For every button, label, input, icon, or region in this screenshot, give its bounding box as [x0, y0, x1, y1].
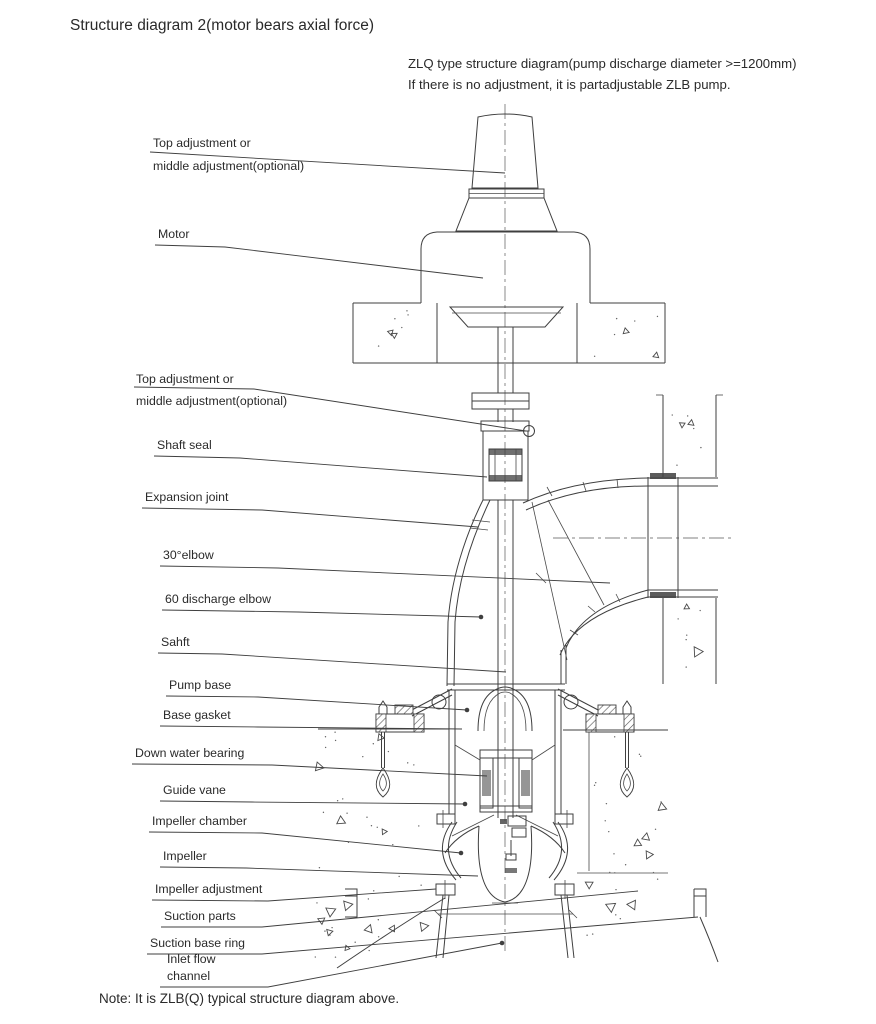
aggregate-dot [378, 345, 379, 346]
aggregate-dot [615, 889, 616, 890]
aggregate-triangle [684, 604, 689, 609]
aggregate-triangle [364, 925, 372, 933]
anchor-teardrop-right [620, 768, 634, 797]
inlet-channel-wall-left [337, 898, 445, 968]
label-top-adjustment-lower: Top adjustment or middle adjustment(optional) [136, 372, 288, 408]
leader-dot-pump-base [465, 708, 470, 713]
aggregate-dot [337, 800, 338, 801]
aggregate-dot [342, 798, 343, 799]
aggregate-dot [685, 639, 686, 640]
aggregate-triangle [642, 833, 650, 840]
chamber-flange-right [555, 814, 573, 824]
leader-motor [155, 245, 483, 278]
label-motor: Motor [158, 227, 190, 241]
pit-wall [656, 395, 723, 684]
aggregate-dot [401, 327, 402, 328]
anchor-bolt-head-right [623, 701, 631, 714]
aggregate-dot [685, 666, 686, 667]
label-shaft-seal: Shaft seal [157, 438, 212, 452]
motor-stool [450, 307, 563, 327]
aggregate-dot [394, 318, 395, 319]
aggregate-triangle [694, 647, 703, 657]
label-impeller-chamber: Impeller chamber [152, 814, 247, 828]
aggregate-dot [615, 914, 616, 915]
aggregate-dot [699, 610, 700, 611]
aggregate-dot [368, 898, 369, 899]
aggregate-dot [323, 812, 324, 813]
suction-base-ring-left [345, 889, 357, 917]
aggregate-triangle [389, 925, 395, 931]
vane-upper-left [455, 745, 480, 760]
aggregate-dot [418, 825, 419, 826]
aggregate-dot [614, 736, 615, 737]
aggregate-triangle [606, 903, 616, 912]
aggregate-triangle [326, 908, 336, 917]
aggregate-dot [605, 820, 606, 821]
inlet-channel-wall-right [700, 917, 718, 962]
aggregate-triangle [327, 929, 333, 935]
aggregate-triangle [345, 945, 350, 950]
aggregate-triangle [315, 762, 323, 771]
aggregate-triangle [382, 829, 387, 835]
aggregate-dot [378, 936, 379, 937]
elbow-joint-1 [548, 500, 604, 605]
aggregate-dot [378, 919, 379, 920]
aggregate-dot [331, 927, 332, 928]
leader-dot-guide-vane [463, 802, 468, 807]
label-discharge-elbow-60: 60 discharge elbow [165, 592, 271, 606]
caption-line1: ZLQ type structure diagram(pump discharge diameter >=1200mm) [408, 56, 797, 71]
aggregate-triangle [627, 900, 636, 909]
aggregate-dot [655, 829, 656, 830]
caption-line2: If there is no adjustment, it is partadjustable ZLB pump. [408, 77, 731, 92]
label-suction-base-ring: Suction base ring [150, 936, 246, 950]
aggregate-dot [613, 853, 614, 854]
aggregate-dot [377, 827, 378, 828]
aggregate-triangle [585, 882, 593, 889]
motor-body [421, 232, 590, 303]
shaft-seal-assembly [481, 421, 535, 500]
leader-elbow-30 [160, 566, 610, 583]
aggregate-dot [373, 743, 374, 744]
leader-dot-discharge-elbow-60 [479, 615, 484, 620]
aggregate-dot [592, 933, 593, 934]
label-pump-base: Pump base [169, 678, 232, 692]
aggregate-dot [677, 618, 678, 619]
aggregate-dot [686, 634, 687, 635]
aggregate-dot [594, 785, 595, 786]
leader-dot-impeller-chamber [459, 851, 464, 856]
aggregate-triangle [634, 839, 641, 846]
leader-discharge-elbow-60 [162, 610, 481, 617]
bearing-top-plate [480, 750, 532, 758]
label-guide-vane: Guide vane [163, 783, 226, 797]
aggregate-dot [608, 831, 609, 832]
label-impeller-adjustment: Impeller adjustment [155, 882, 263, 896]
coupling-lower [472, 401, 529, 409]
label-expansion-joint: Expansion joint [145, 490, 229, 504]
expansion-joint-mark2 [470, 528, 488, 530]
aggregate-dot [653, 872, 654, 873]
aggregate-dot [693, 428, 694, 429]
chamber-flange-left [437, 814, 455, 824]
aggregate-dot [676, 464, 677, 465]
aggregate-dot [609, 872, 610, 873]
page-title: Structure diagram 2(motor bears axial force) [70, 17, 375, 34]
aggregate-dot [586, 935, 587, 936]
aggregate-triangle [623, 328, 629, 334]
motor-top-taper [456, 198, 557, 231]
aggregate-dot [700, 447, 701, 448]
leader-expansion-joint [142, 508, 478, 527]
part-labels [132, 136, 698, 987]
aggregate-triangle [658, 802, 666, 810]
aggregate-dot [634, 320, 635, 321]
aggregate-dot [640, 756, 641, 757]
aggregate-dot [325, 747, 326, 748]
aggregate-dot [368, 950, 369, 951]
aggregate-dot [398, 876, 399, 877]
aggregate-triangle [653, 352, 659, 357]
aggregate-dot [614, 334, 615, 335]
aggregate-dot [407, 314, 408, 315]
impeller-blade-left [445, 826, 479, 853]
discharge-elbow [523, 473, 718, 660]
aggregate-dot [406, 310, 407, 311]
guide-vane-left [452, 815, 494, 836]
aggregate-dot [373, 890, 374, 891]
aggregate-dot [335, 956, 336, 957]
aggregate-dot [420, 885, 421, 886]
floor-slab [353, 303, 665, 363]
anchor-bolt-head-left [379, 701, 387, 714]
label-down-water-bearing: Down water bearing [135, 746, 245, 760]
aggregate-dot [687, 415, 688, 416]
aggregate-dot [335, 740, 336, 741]
aggregate-dot [594, 356, 595, 357]
bearing-bottom-plate [480, 806, 532, 812]
aggregate-dot [616, 318, 617, 319]
leader-impeller [160, 867, 478, 876]
aggregate-dot [362, 756, 363, 757]
aggregate-dot [388, 751, 389, 752]
note-text: Note: It is ZLB(Q) typical structure diagram above. [99, 991, 400, 1006]
aggregate-dot [354, 942, 355, 943]
aggregate-triangle [337, 816, 346, 824]
aggregate-dot [325, 736, 326, 737]
aggregate-dot [319, 867, 320, 868]
suction-flange-left [436, 884, 455, 895]
aggregate-dot [625, 864, 626, 865]
riser-column [447, 500, 566, 686]
aggregate-triangle [679, 423, 685, 428]
suction-base-ring-right [694, 889, 706, 917]
leader-guide-vane [160, 801, 465, 804]
coupling-upper [472, 393, 529, 401]
aggregate-dot [334, 732, 335, 733]
aggregate-dot [614, 872, 615, 873]
anchor-teardrop-left [376, 768, 390, 797]
aggregate-triangle [420, 922, 429, 931]
aggregate-dot [371, 825, 372, 826]
leader-dot-inlet-flow-channel [500, 941, 505, 946]
aggregate-dot [413, 764, 414, 765]
leader-down-water-bearing [132, 764, 487, 776]
label-shaft: Sahft [161, 635, 190, 649]
aggregate-dot [324, 930, 325, 931]
label-top-adjustment-upper: Top adjustment or middle adjustment(optional) [153, 136, 305, 173]
aggregate-triangle [646, 851, 653, 859]
flange-seal-bottom [650, 592, 676, 598]
aggregate-dot [672, 414, 673, 415]
vane-upper-right [532, 745, 555, 760]
aggregate-dot [346, 813, 347, 814]
aggregate-dot [606, 803, 607, 804]
aggregate-dot [620, 918, 621, 919]
aggregate-dot [639, 754, 640, 755]
suction-flange-right [555, 884, 574, 895]
label-base-gasket: Base gasket [163, 708, 231, 722]
label-inlet-flow-channel: Inlet flow channel [167, 952, 216, 983]
aggregate-dot [660, 801, 661, 802]
aggregate-dot [392, 844, 393, 845]
aggregate-dot [657, 316, 658, 317]
aggregate-dot [316, 902, 317, 903]
upper-shaft [472, 327, 529, 422]
aggregate-triangle [344, 901, 353, 910]
aggregate-dot [595, 782, 596, 783]
aggregate-dot [407, 762, 408, 763]
aggregate-triangle [688, 420, 694, 426]
motor-assembly [421, 114, 590, 327]
aggregate-dot [315, 956, 316, 957]
label-elbow-30: 30°elbow [163, 548, 214, 562]
aggregate-dot [366, 817, 367, 818]
label-impeller: Impeller [163, 849, 207, 863]
leader-shaft-seal [154, 456, 487, 477]
leader-break-tick [536, 573, 546, 583]
impeller-blade-right [531, 826, 565, 853]
label-suction-parts: Suction parts [164, 909, 236, 923]
aggregate-dot [657, 879, 658, 880]
